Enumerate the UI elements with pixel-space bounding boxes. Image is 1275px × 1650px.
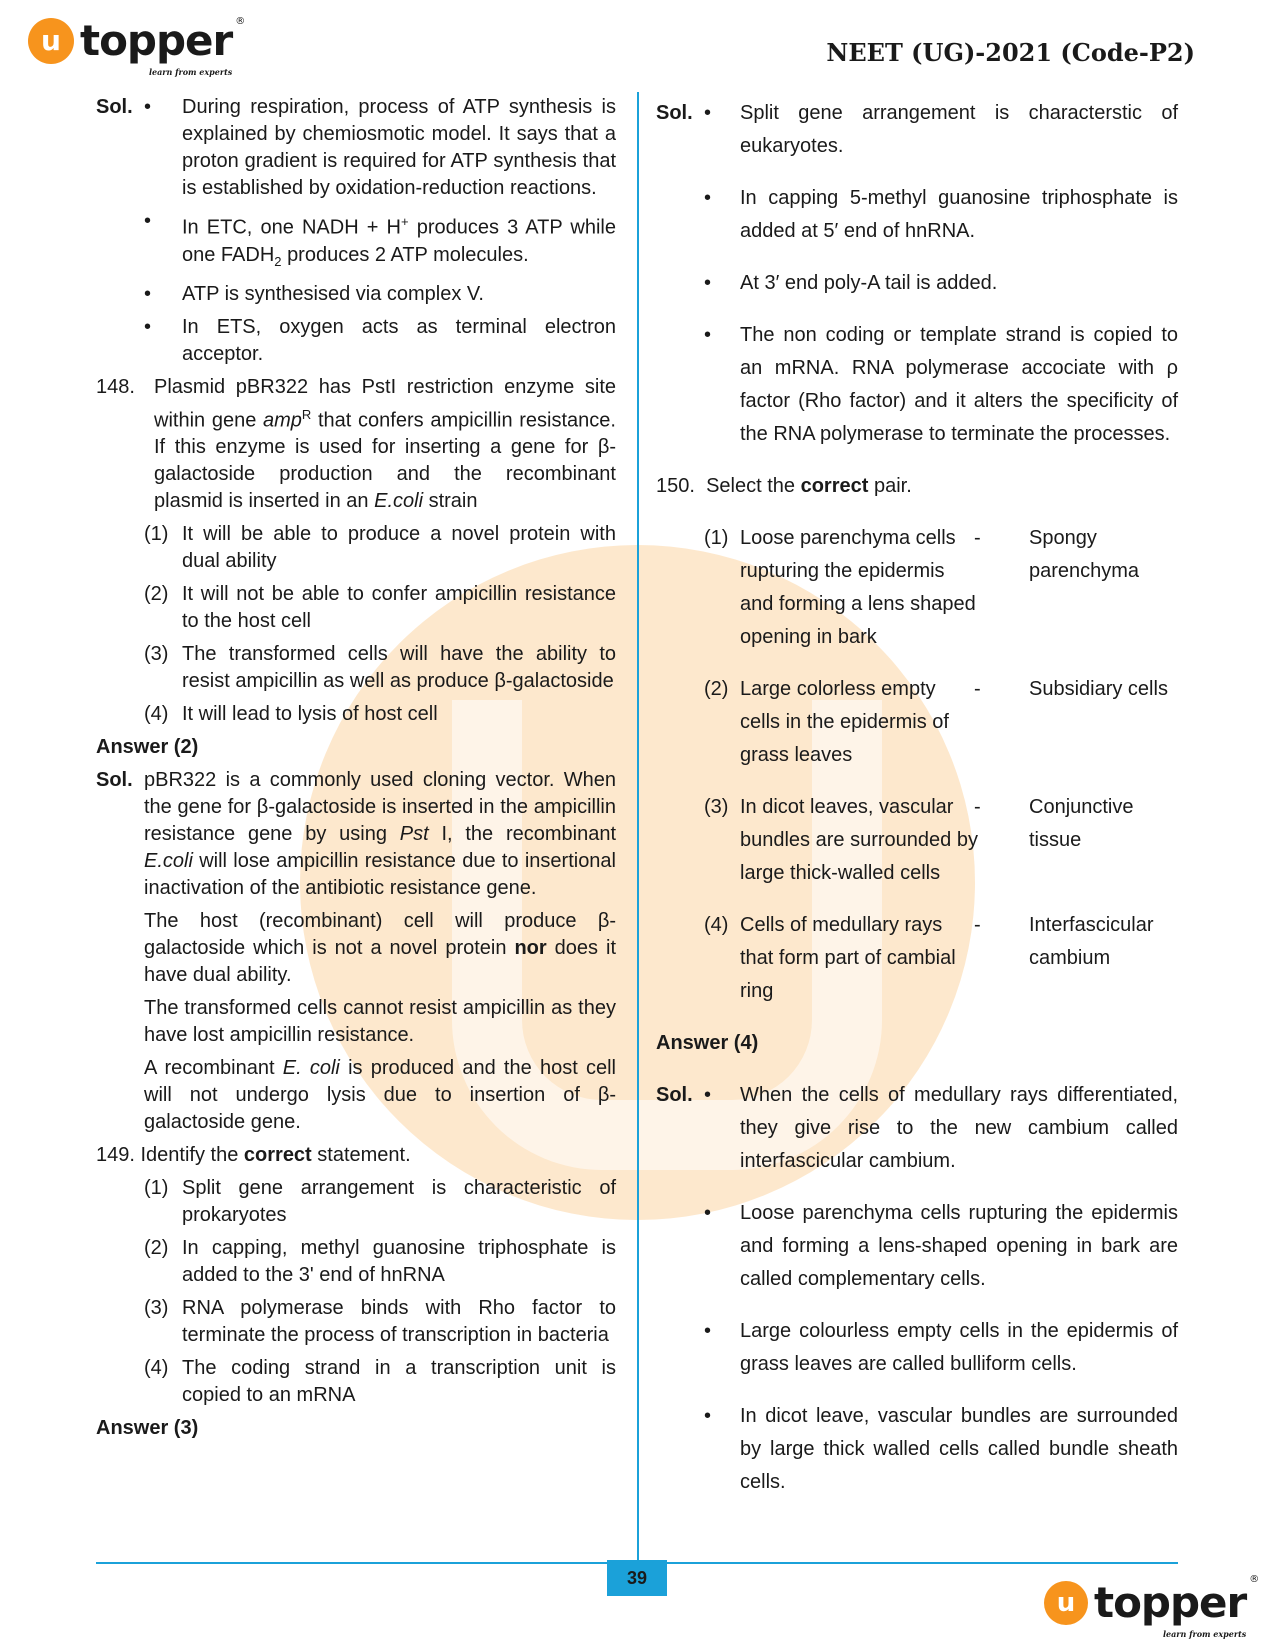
solution-148-para-4: A recombinant E. coli is produced and the host cell will not undergo lysis due to insertion of β-galactoside gene. [144, 1057, 616, 1134]
sol-150-bullet-4: • In dicot leave, vascular bundles are surrounded by large thick walled cells called bundle sheath cells. [704, 1405, 1178, 1493]
exam-code: NEET (UG)-2021 (Code-P2) [826, 38, 1195, 67]
pair-150-4: (4) Cells of medullary rays that form part of cambial ring - Interfascicular cambium [704, 914, 1154, 1002]
option-148-2: (2) It will not be able to confer ampicillin resistance to the host cell [144, 583, 616, 633]
sol-147-bullet-4: • In ETS, oxygen acts as terminal electron acceptor. [144, 315, 616, 365]
pair-150-1: (1) Loose parenchyma cells rupturing the epidermis and forming a lens shaped opening in bark - Spongy parenchyma [704, 527, 1140, 648]
question-number: 148. [96, 375, 135, 398]
answer-149: Answer (3) [96, 1417, 199, 1440]
question-150: 150. Select the correct pair. [656, 475, 912, 497]
logo-tagline: learn from experts [148, 67, 233, 77]
solution-148-para-3: The transformed cells cannot resist ampicillin as they have lost ampicillin resistance. [144, 997, 616, 1047]
question-text: Plasmid pBR322 has PstI restriction enzyme site within gene amp$^R$ that confers ampicillin resistance. If this enzyme is used for inserting a gene for β-galactoside production and the recombinant plasmid is inserted in an E.coli strain [154, 375, 616, 513]
topper-logo-text: topper ® learn from experts [80, 16, 245, 77]
bullet: • [144, 96, 152, 118]
sol-label: Sol. [96, 96, 133, 118]
pair-150-3: (3) In dicot leaves, vascular bundles are surrounded by large thick-walled cells - Conjunctive tissue [704, 796, 1134, 884]
option-148-4: (4) It will lead to lysis of host cell [144, 703, 438, 726]
solution-148: Sol. pBR322 is a commonly used cloning vector. When the gene for β-galactoside is inserted in the ampicillin resistance gene by using Pst I, the recombinant E.coli will lose ampicillin resistance due to insertional inactivation of the antibiotic resistance gene. [96, 769, 616, 900]
sol-150-bullet-1: Sol. • When the cells of medullary rays differentiated, they give rise to the new cambium called interfascicular cambium. [656, 1084, 1178, 1172]
left-column [96, 94, 616, 1442]
question-148 [96, 374, 616, 516]
pair-150-2: (2) Large colorless empty cells in the epidermis of grass leaves - Subsidiary cells [704, 678, 1168, 766]
topper-logo-mark: u [28, 18, 74, 64]
answer-148: Answer (2) [96, 736, 199, 759]
answer-150: Answer (4) [656, 1032, 759, 1054]
question-149: 149. Identify the correct statement. [96, 1144, 411, 1167]
right-column [656, 97, 1178, 1499]
topper-logo-mark: u [1044, 1581, 1088, 1625]
footer-topper-logo [1044, 1574, 1259, 1639]
option-149-3: (3) RNA polymerase binds with Rho factor to terminate the process of transcription in bacteria [144, 1297, 616, 1347]
option-149-4: (4) The coding strand in a transcription unit is copied to an mRNA [144, 1357, 616, 1407]
sol-149-bullet-1: Sol. • Split gene arrangement is characterstic of eukaryotes. [656, 102, 1178, 157]
page-number: 39 [607, 1560, 667, 1596]
sol-150-bullet-3: • Large colourless empty cells in the epidermis of grass leaves are called bulliform cells. [704, 1320, 1178, 1375]
option-148-1: (1) It will be able to produce a novel protein with dual ability [144, 523, 616, 573]
sol-147-bullet-2: • In ETC, one NADH + H+ produces 3 ATP while one $FADH_2$ produces 2 ATP molecules. [144, 210, 616, 269]
sol-149-bullet-3: • At 3′ end poly-A tail is added. [704, 272, 998, 294]
topper-logo [28, 16, 245, 77]
column-divider [637, 92, 639, 1570]
sol-149-bullet-2: • In capping 5-methyl guanosine triphosphate is added at 5′ end of hnRNA. [704, 187, 1178, 242]
registered-mark: ® [235, 16, 245, 27]
sol-149-bullet-4: • The non coding or template strand is copied to an mRNA. RNA polymerase accociate with ρ factor (Rho factor) and it alters the specificity of the RNA polymerase to terminate the processes. [704, 324, 1178, 445]
logo-tagline: learn from experts [1162, 1629, 1247, 1639]
option-148-3: (3) The transformed cells will have the ability to resist ampicillin as well as produce β-galactoside [144, 643, 616, 693]
sol-147-bullet-1: Sol. • During respiration, process of ATP synthesis is explained by chemiosmotic model. It says that a proton gradient is required for ATP synthesis that is established by oxidation-reduction reactions. [96, 96, 616, 199]
option-149-2: (2) In capping, methyl guanosine triphosphate is added to the 3' end of hnRNA [144, 1237, 616, 1287]
solution-148-para-2: The host (recombinant) cell will produce β-galactoside which is not a novel protein nor does it have dual ability. [144, 910, 617, 987]
option-149-1: (1) Split gene arrangement is characteristic of prokaryotes [144, 1177, 616, 1227]
sol-150-bullet-2: • Loose parenchyma cells rupturing the epidermis and forming a lens-shaped opening in bark are called complementary cells. [704, 1202, 1178, 1290]
topper-logo-text: topper ® learn from experts [1094, 1574, 1259, 1639]
registered-mark: ® [1249, 1574, 1259, 1585]
sol-147-bullet-3: • ATP is synthesised via complex V. [144, 282, 484, 305]
